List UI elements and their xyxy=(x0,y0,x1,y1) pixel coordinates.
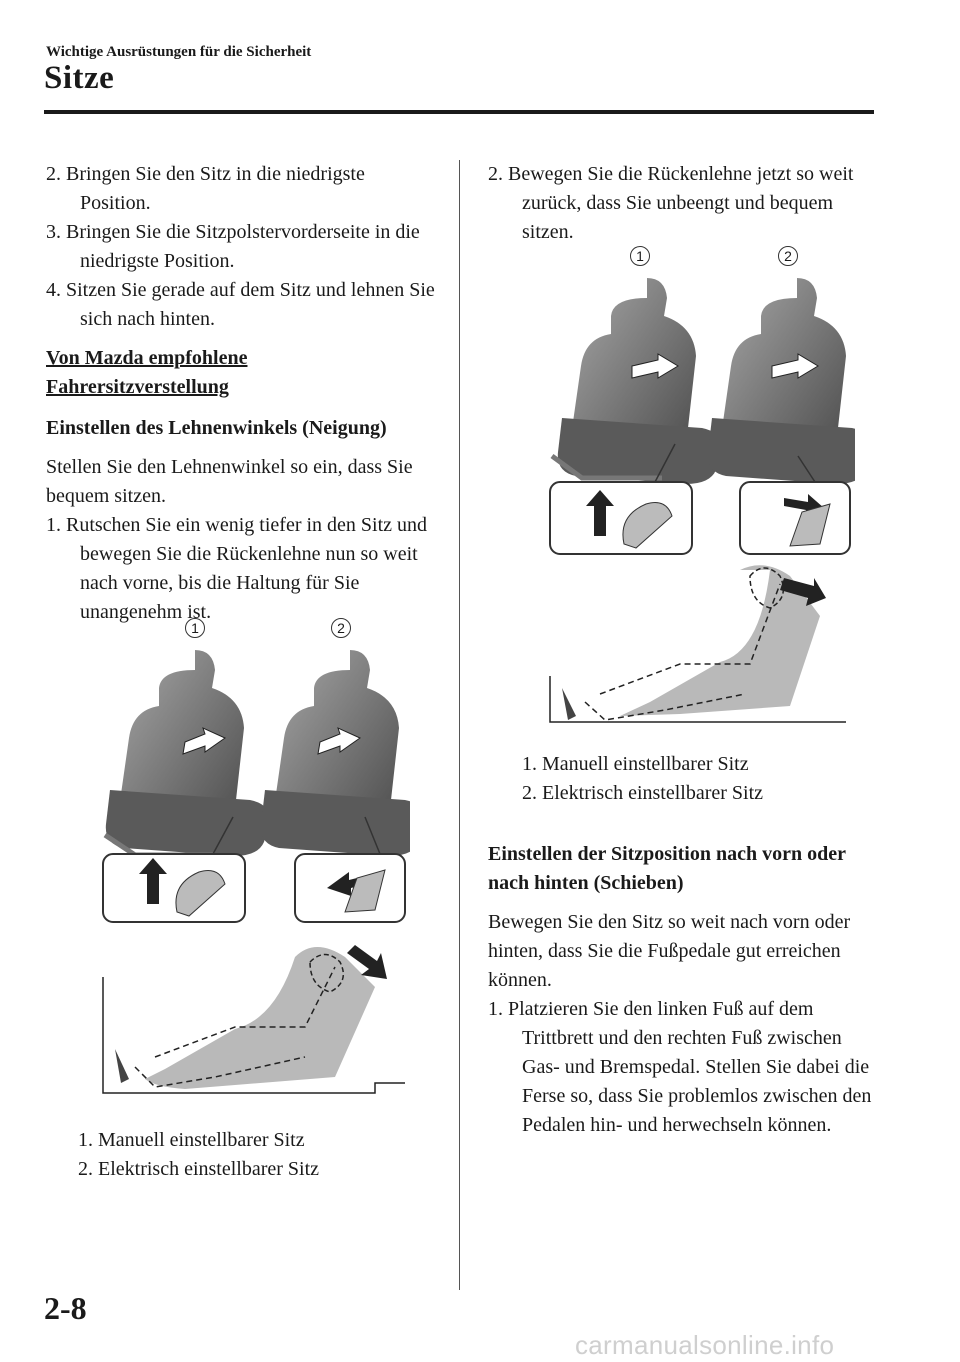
list-item: 1. Platzieren Sie den linken Fuß auf dem Trittbrett und den rechten Fuß zwischen Gas- und Bremspedal. Stellen Sie dabei die Ferse so, dass Sie problemlos zwischen den Pedalen hin- und herwechseln können. xyxy=(488,998,872,1136)
list-item: 1. Rutschen Sie ein wenig tiefer in den Sitz und bewegen Sie die Rückenlehne nun so weit nach vorne, bis die Haltung für Sie unangenehm ist. xyxy=(46,514,428,623)
left-column xyxy=(46,160,438,627)
recline-intro: Stellen Sie den Lehnenwinkel so ein, dass Sie bequem sitzen. xyxy=(46,456,413,507)
right-figure-caption xyxy=(522,750,763,808)
manual-seat xyxy=(105,650,270,856)
list-item: 3. Bringen Sie die Sitzpolstervorderseite in die niedrigste Position. xyxy=(46,221,420,272)
caption-1: 1. Manuell einstellbarer Sitz xyxy=(522,753,749,775)
list-item: 2. Bringen Sie den Sitz in die niedrigste Position. xyxy=(46,163,365,214)
page-title: Sitze xyxy=(44,60,115,96)
electric-seat xyxy=(261,650,410,856)
caption-2: 2. Elektrisch einstellbarer Sitz xyxy=(522,782,764,804)
list-item: 2. Bewegen Sie die Rückenlehne jetzt so weit zurück, dass Sie unbeengt und bequem sitzen. xyxy=(488,163,854,243)
right-column-top xyxy=(488,160,878,247)
left-figure-caption xyxy=(78,1126,319,1184)
posture-diagram xyxy=(103,945,405,1093)
figure-label-1: 1 xyxy=(630,246,650,266)
column-divider xyxy=(459,160,460,1290)
recommend-heading-line1: Von Mazda empfohlene xyxy=(46,347,248,369)
manual-lever-callout xyxy=(103,854,245,922)
seat-recline-figure-left xyxy=(95,612,410,1117)
caption-2: 2. Elektrisch einstellbarer Sitz xyxy=(78,1158,320,1180)
recline-heading: Einstellen des Lehnenwinkels (Neigung) xyxy=(46,417,387,439)
section-label: Wichtige Ausrüstungen für die Sicherheit xyxy=(46,44,312,60)
electric-seat xyxy=(708,278,855,484)
posture-diagram xyxy=(550,565,846,722)
list-item: 4. Sitzen Sie gerade auf dem Sitz und lehnen Sie sich nach hinten. xyxy=(46,279,435,330)
seat-illustration xyxy=(95,612,410,1117)
figure-label-2: 2 xyxy=(778,246,798,266)
seat-illustration xyxy=(540,244,855,739)
manual-seat xyxy=(552,278,722,484)
watermark: carmanualsonline.info xyxy=(575,1330,835,1360)
slide-intro: Bewegen Sie den Sitz so weit nach vorn oder hinten, dass Sie die Fußpedale gut erreichen können. xyxy=(488,911,851,991)
right-column-bottom xyxy=(488,840,880,1140)
slide-heading: Einstellen der Sitzposition nach vorn oder nach hinten (Schieben) xyxy=(488,843,846,894)
caption-1: 1. Manuell einstellbarer Sitz xyxy=(78,1129,305,1151)
seat-recline-figure-right xyxy=(540,244,855,739)
manual-lever-callout xyxy=(550,482,692,554)
figure-label-2: 2 xyxy=(331,618,351,638)
page-number: 2-8 xyxy=(44,1290,87,1326)
figure-label-1: 1 xyxy=(185,618,205,638)
title-rule xyxy=(44,110,874,114)
recommend-heading-line2: Fahrersitzverstellung xyxy=(46,376,229,398)
